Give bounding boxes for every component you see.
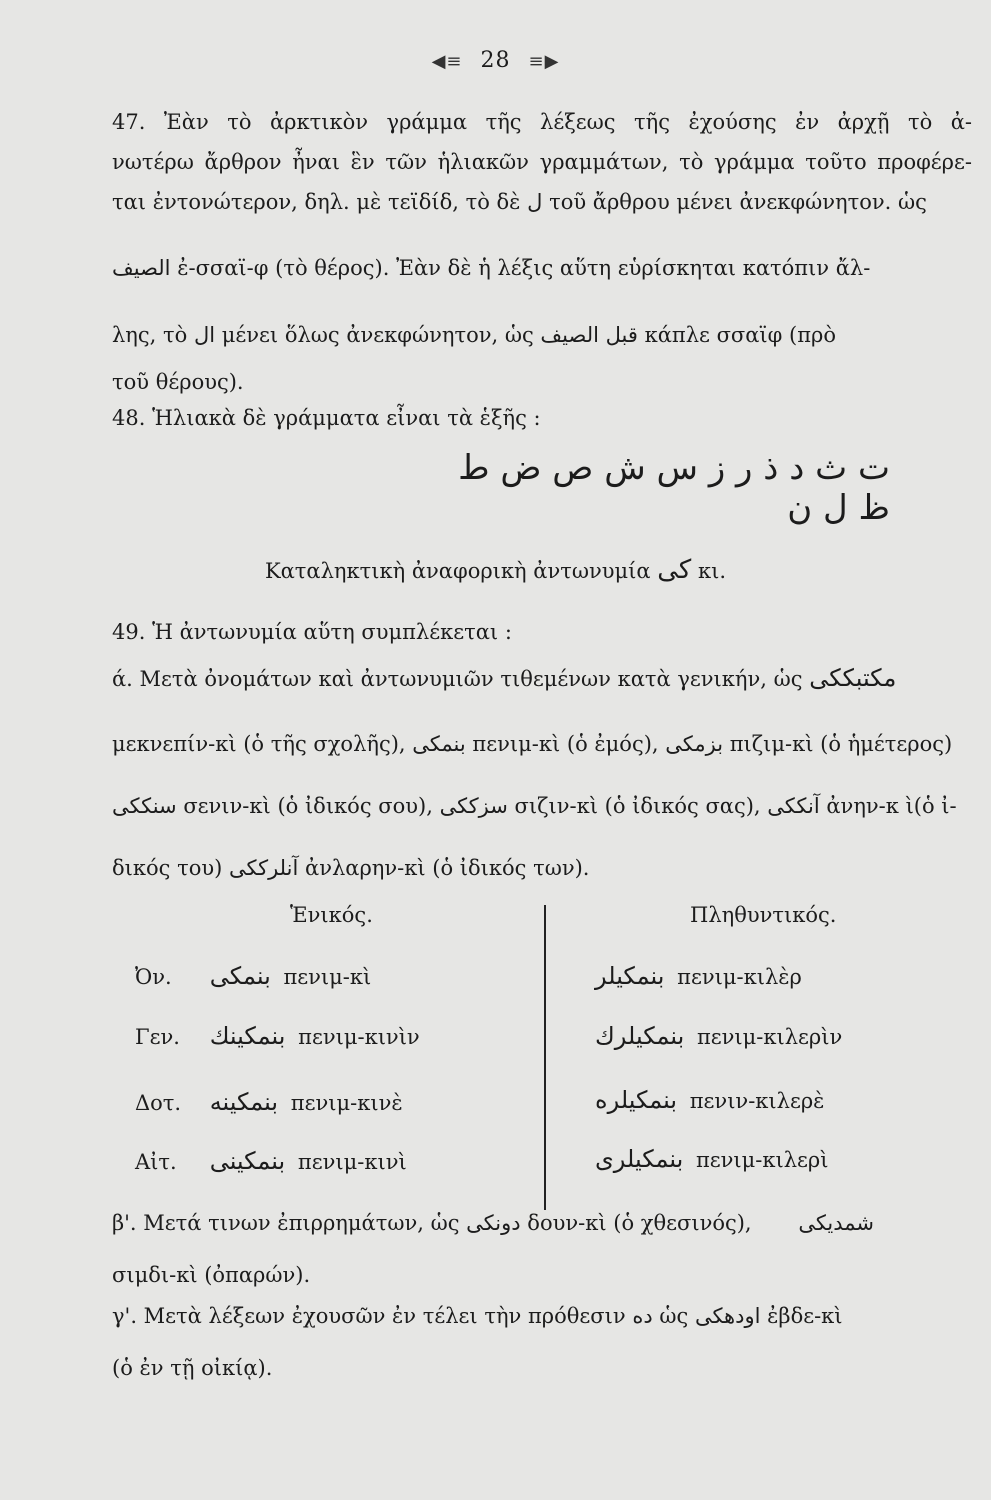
plural-form: πενιμ-κιλὲρ xyxy=(677,965,802,989)
s49-a-line2 xyxy=(112,734,972,755)
s47-line4 xyxy=(112,258,972,279)
arabic-word: بنمكى xyxy=(209,962,271,990)
table-row xyxy=(595,962,802,990)
text-span: ἀνην-κ ὶ(ὁ ἰ- xyxy=(826,794,957,818)
ornament-right: ≡▶ xyxy=(528,51,560,72)
arabic-word: شمديكى xyxy=(798,1211,875,1235)
page-header xyxy=(0,48,991,73)
arabic-word: الصيف xyxy=(112,256,171,280)
s49-a-line4 xyxy=(112,858,972,879)
arabic-word: بزمكى xyxy=(665,732,724,756)
arabic-word: بنمكينه xyxy=(209,1088,279,1116)
arabic-word: مكتبككى xyxy=(809,664,897,692)
s49-a-line3 xyxy=(112,796,972,817)
arabic-word: سنككى xyxy=(112,794,177,818)
arabic-word: ده xyxy=(632,1304,653,1328)
case-label: Αἰτ. xyxy=(135,1150,177,1174)
s47-line5 xyxy=(112,325,972,346)
text-span: τοῦ ἄρθρου μένει ἀνεκφώνητον. ὡς xyxy=(549,190,927,214)
text-span: δικός του) xyxy=(112,856,223,880)
text-span: πενιμ-κὶ (ὁ ἐμός), xyxy=(472,732,659,756)
arabic-word: قبل الصيف xyxy=(540,323,638,347)
table-row xyxy=(595,1086,824,1114)
s47-line3 xyxy=(112,192,972,213)
case-label: Δοτ. xyxy=(135,1091,182,1115)
arabic-word: بنمكيلره xyxy=(595,1086,678,1114)
s47-line1: 47. Ἐὰν τὸ ἀρκτικὸν γράμμα τῆς λέξεως τῆς ἐχούσης ἐν ἀρχῇ τὸ ἀ- xyxy=(112,110,972,134)
plural-header: Πληθυντικός. xyxy=(690,903,837,927)
arabic-word: دونكى xyxy=(466,1211,521,1235)
s49-a-line1 xyxy=(112,666,972,690)
table-row xyxy=(595,1145,829,1173)
arabic-word: بنمكيلرى xyxy=(595,1145,684,1173)
table-row xyxy=(135,1022,420,1050)
arabic-word: ال xyxy=(193,323,216,347)
text-span: ά. Μετὰ ὀνομάτων καὶ ἀντωνυμιῶν τιθεμένων κατὰ γενικήν, ὡς xyxy=(112,667,803,691)
arabic-word: اودهكى xyxy=(694,1304,761,1328)
s49-c-line2: (ὁ ἐν τῇ οἰκίᾳ). xyxy=(112,1356,273,1380)
text-span: μένει ὅλως ἀνεκφώνητον, ὡς xyxy=(221,323,534,347)
s49-intro: 49. Ἡ ἀντωνυμία αὕτη συμπλέκεται : xyxy=(112,620,512,644)
text-span: λης, τὸ xyxy=(112,323,188,347)
section-heading xyxy=(0,557,991,583)
ornament-left: ◀≡ xyxy=(431,51,463,72)
text-span: γ'. Μετὰ λέξεων ἐχουσῶν ἐν τέλει τὴν πρόθεσιν xyxy=(112,1304,626,1328)
s48-line: 48. Ἡλιακὰ δὲ γράμματα εἶναι τὰ ἑξῆς : xyxy=(112,406,541,430)
text-span: δουν-κὶ (ὁ χθεσινός), xyxy=(527,1211,752,1235)
table-row xyxy=(135,962,371,990)
s49-b-line2: σιμδι-κὶ (ὀπαρών). xyxy=(112,1263,311,1287)
table-row xyxy=(135,1147,407,1175)
case-label: Ὀν. xyxy=(135,965,172,989)
page-number: 28 xyxy=(480,48,511,73)
singular-form: πενιμ-κινὶ xyxy=(297,1150,407,1174)
text-span: ἐβδε-κὶ xyxy=(767,1304,843,1328)
heading-suffix: κι. xyxy=(698,559,727,583)
arabic-word: آنككى xyxy=(767,794,820,818)
arabic-word: ل xyxy=(527,190,543,214)
s49-c-line1 xyxy=(112,1306,972,1327)
singular-form: πενιμ-κὶ xyxy=(283,965,372,989)
s47-line6: τοῦ θέρους). xyxy=(112,370,244,394)
plural-form: πενιμ-κιλερὶ xyxy=(695,1148,829,1172)
arabic-word: بنمكينك xyxy=(209,1022,286,1050)
arabic-word: بنمكى xyxy=(412,732,466,756)
text-span: κάπλε σσαϊφ (πρὸ xyxy=(644,323,837,347)
table-row xyxy=(595,1022,842,1050)
text-span: σενιν-κὶ (ὁ ἰδικός σου), xyxy=(183,794,433,818)
plural-form: πενιμ-κιλερὶν xyxy=(696,1025,843,1049)
arabic-word: بنمكينى xyxy=(209,1147,286,1175)
text-span: ται ἐντονώτερον, δηλ. μὲ τεϊδίδ, τὸ δὲ xyxy=(112,190,521,214)
text-span: μεκνεπίν-κὶ (ὁ τῆς σχολῆς), xyxy=(112,732,406,756)
case-label: Γεν. xyxy=(135,1025,180,1049)
arabic-word: بنمكيلرك xyxy=(595,1022,685,1050)
arabic-word: سزككى xyxy=(439,794,508,818)
text-span: ἐ-σσαϊ-φ (τὸ θέρος). Ἐὰν δὲ ἡ λέξις αὕτη εὑρίσκηται κατόπιν ἄλ- xyxy=(177,256,871,280)
s47-line2: νωτέρω ἄρθρον ἦναι ἓν τῶν ἡλιακῶν γραμμάτων, τὸ γράμμα τοῦτο προφέρε- xyxy=(112,150,972,174)
table-row xyxy=(135,1088,403,1116)
text-span: πιζιμ-κὶ (ὁ ἡμέτερος) xyxy=(729,732,953,756)
text-span: σιζιν-κὶ (ὁ ἰδικός σας), xyxy=(514,794,761,818)
singular-form: πενιμ-κινὶν xyxy=(298,1025,420,1049)
text-span: β'. Μετά τινων ἐπιρρημάτων, ὡς xyxy=(112,1211,460,1235)
arabic-word: كى xyxy=(657,555,692,585)
singular-form: πενιμ-κινὲ xyxy=(290,1091,403,1115)
s49-b-line1 xyxy=(112,1213,972,1234)
plural-form: πενιν-κιλερὲ xyxy=(689,1089,825,1113)
arabic-word: آنلرككى xyxy=(229,856,299,880)
column-divider xyxy=(544,905,546,1210)
text-span: ὡς xyxy=(659,1304,689,1328)
heading-text: Καταληκτικὴ ἀναφορικὴ ἀντωνυμία xyxy=(264,559,651,583)
solar-letters: ت ث د ذ ر ز س ش ص ض ط ظ ل ن xyxy=(458,448,890,528)
singular-header: Ἑνικός. xyxy=(290,903,373,927)
arabic-word: بنمكيلر xyxy=(595,962,665,990)
text-span: ἀνλαρην-κὶ (ὁ ἰδικός των). xyxy=(305,856,590,880)
